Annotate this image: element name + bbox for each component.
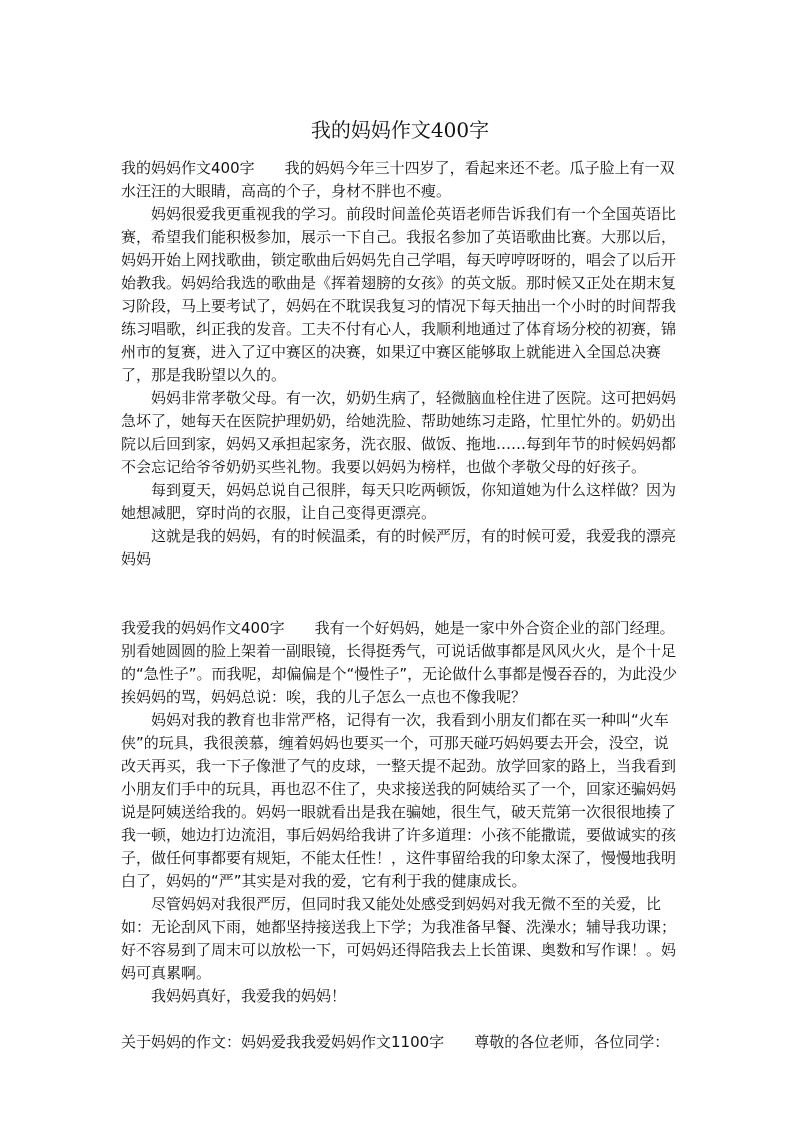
essay2-paragraph-4: 我妈妈真好，我爱我的妈妈！ [151, 987, 347, 1005]
essay1-paragraph-5: 这就是我的妈妈，有的时候温柔，有的时候严厉，有的时候可爱，我爱我的漂亮妈妈 [121, 527, 677, 568]
document-title: 我的妈妈作文400字 [310, 118, 490, 142]
essay2-heading: 我爱我的妈妈作文400字 [121, 619, 285, 637]
document-body [121, 157, 681, 1054]
essay2-paragraph-3: 尽管妈妈对我很严厉，但同时我又能处处感受到妈妈对我无微不至的关爱，比如：无论刮风下雨，她都坚持接送我上下学；为我准备早餐、洗澡水；辅导我功课；好不容易到了周末可以放松一下，可妈妈还得陪我去上长笛课、奥数和写作课！。妈妈可真累啊。 [121, 895, 677, 982]
section-gap [121, 571, 681, 617]
essay2-paragraph-1: 我有一个好妈妈，她是一家中外合资企业的部门经理。别看她圆圆的脸上架着一副眼镜，长得挺秀气，可说话做事都是风风火火，是个十足的“急性子”。而我呢，却偏偏是个“慢性子”，无论做什么事都是慢吞吞的，为此没少挨妈妈的骂，妈妈总说：唉，我的儿子怎么一点也不像我呢？ [121, 619, 678, 706]
essay3-first-paragraph [121, 1031, 681, 1054]
essay3-paragraph-1: 尊敬的各位老师，各位同学： [474, 1033, 670, 1051]
section-gap [121, 1008, 681, 1031]
essay2-paragraph-2: 妈妈对我的教育也非常严格，记得有一次，我看到小朋友们都在买一种叫“火车侠”的玩具，我很羡慕，缠着妈妈也要买一个，可那天碰巧妈妈要去开会，没空，说改天再买，我一下子像泄了气的皮球，一整天提不起劲。放学回家的路上，当我看到小朋友们手中的玩具，再也忍不住了，央求接送我的阿姨给买了一个，回家还骗妈妈说是阿姨送给我的。妈妈一眼就看出是我在骗她，很生气，破天荒第一次很很地揍了我一顿，她边打边流泪，事后妈妈给我讲了许多道理：小孩不能撒谎，要做诚实的孩子，做任何事都要有规矩，不能太任性！，这件事留给我的印象太深了，慢慢地我明白了，妈妈的“严”其实是对我的爱，它有利于我的健康成长。 [121, 711, 677, 890]
essay1-paragraph-4: 每到夏天，妈妈总说自己很胖，每天只吃两顿饭，你知道她为什么这样做？因为她想减肥，穿时尚的衣服，让自己变得更漂亮。 [121, 481, 677, 522]
essay1-paragraph-1: 我的妈妈今年三十四岁了，看起来还不老。瓜子脸上有一双水汪汪的大眼睛，高高的个子，身材不胖也不瘦。 [121, 159, 675, 200]
essay1-paragraph-3: 妈妈非常孝敬父母。有一次，奶奶生病了，轻微脑血栓住进了医院。这可把妈妈急坏了，她每天在医院护理奶奶，给她洗脸、帮助她练习走路，忙里忙外的。奶奶出院以后回到家，妈妈又承担起家务，洗衣服、做饭、拖地……每到年节的时候妈妈都不会忘记给爷爷奶奶买些礼物。我要以妈妈为榜样，也做个孝敬父母的好孩子。 [121, 389, 677, 476]
essay2-first-paragraph [121, 617, 681, 709]
essay1-first-paragraph [121, 157, 681, 203]
essay3-heading: 关于妈妈的作文：妈妈爱我我爱妈妈作文1100字 [121, 1033, 445, 1051]
essay1-paragraph-2: 妈妈很爱我更重视我的学习。前段时间盖伦英语老师告诉我们有一个全国英语比赛，希望我们能积极参加，展示一下自己。我报名参加了英语歌曲比赛。大那以后，妈妈开始上网找歌曲，锁定歌曲后妈妈先自己学唱，每天哼哼呀呀的，唱会了以后开始教我。妈妈给我选的歌曲是《挥着翅膀的女孩》的英文版。那时候又正处在期末复习阶段，马上要考试了，妈妈在不耽误我复习的情况下每天抽出一个小时的时间帮我练习唱歌，纠正我的发音。工夫不付有心人，我顺利地通过了体育场分校的初赛，锦州市的复赛，进入了辽中赛区的决赛，如果辽中赛区能够取上就能进入全国总决赛了，那是我盼望以久的。 [121, 205, 677, 384]
essay1-heading: 我的妈妈作文400字 [121, 159, 255, 177]
